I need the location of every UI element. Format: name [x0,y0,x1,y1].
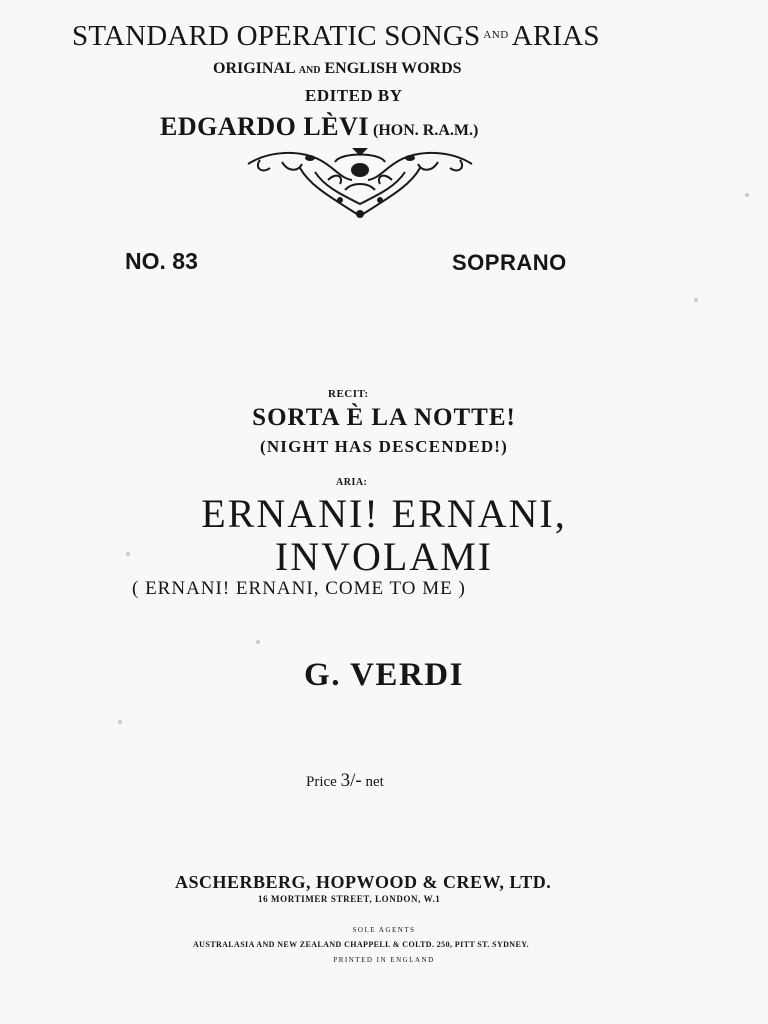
english-words-label: ENGLISH WORDS [324,60,462,77]
paper-speck [745,193,749,197]
edited-by: EDITED BY [305,86,403,105]
editor-name: EDGARDO LÈVI [160,112,369,141]
series-title [72,20,600,53]
original-and: AND [298,65,321,76]
aria-label: ARIA: [336,477,368,488]
sole-agents: SOLE AGENTS [352,926,416,934]
aria-title-line2: INVOLAMI [274,534,494,579]
voice-type: SOPRANO [452,250,567,275]
price-prefix: Price [306,774,337,790]
editor-honor: (HON. R.A.M.) [372,122,479,139]
price-line [306,770,384,792]
paper-speck [118,720,122,724]
publisher-address: 16 MORTIMER STREET, LONDON, W.1 [258,894,441,904]
aria-translation: ( ERNANI! ERNANI, COME TO ME ) [132,578,466,599]
price-amount: 3/- [340,770,362,791]
paper-speck [256,640,260,644]
series-title-main: STANDARD OPERATIC SONGS [72,20,481,52]
paper-speck [126,552,130,556]
original-words-line [213,60,462,78]
editor-line [160,112,478,142]
aria-title-line1: ERNANI! ERNANI, [201,491,567,536]
printed-in: PRINTED IN ENGLAND [333,956,435,964]
series-title-and: AND [483,29,509,41]
price-suffix: net [365,774,384,790]
composer: G. VERDI [304,657,464,693]
song-number: NO. 83 [125,248,198,274]
series-title-arias: ARIAS [511,20,600,52]
agents-line: AUSTRALASIA AND NEW ZEALAND CHAPPELL & COLTD. 250, PITT ST. SYDNEY. [193,940,530,949]
paper-speck [694,298,698,302]
original-label: ORIGINAL [213,60,295,77]
recit-label: RECIT: [328,388,369,400]
recit-title: SORTA È LA NOTTE! [252,404,516,431]
publisher-name: ASCHERBERG, HOPWOOD & CREW, LTD. [175,872,552,892]
recit-translation: (NIGHT HAS DESCENDED!) [259,437,509,456]
ornament-icon [240,142,480,220]
